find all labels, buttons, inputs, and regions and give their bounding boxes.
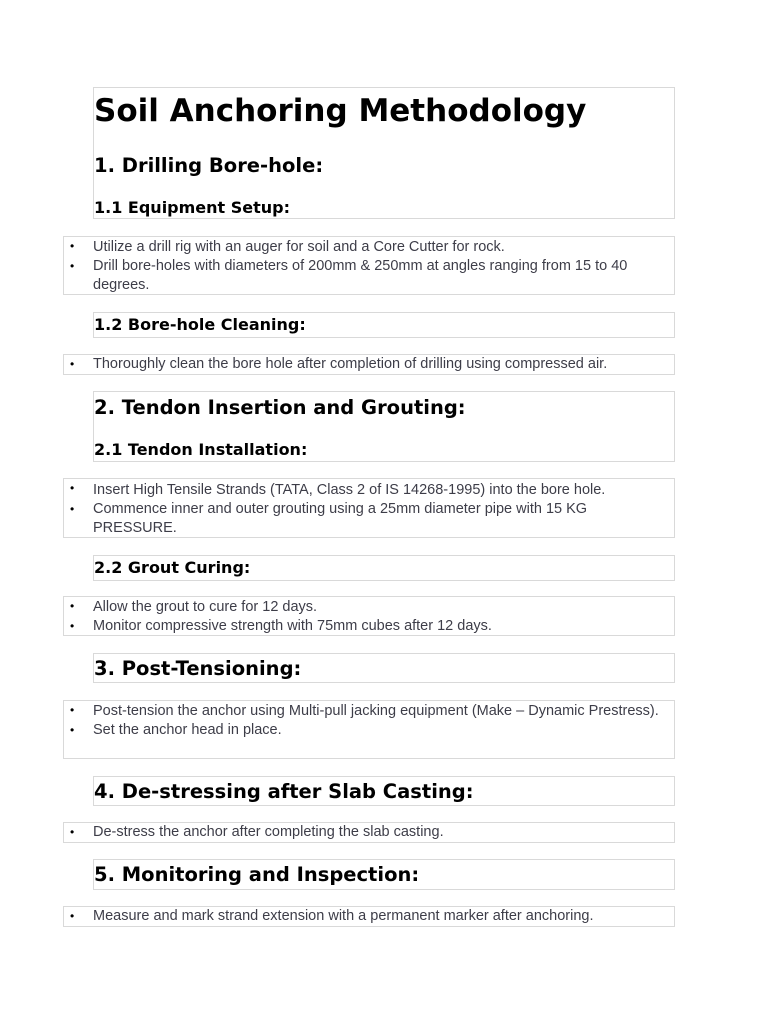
section-heading-5: 5. Monitoring and Inspection: bbox=[94, 863, 420, 886]
section-box-3 bbox=[93, 653, 675, 683]
list-item: • De-stress the anchor after completing the slab casting. bbox=[70, 824, 444, 840]
section-box-2 bbox=[93, 391, 675, 462]
section-heading-2: 2. Tendon Insertion and Grouting: bbox=[94, 396, 466, 419]
bullet-icon: • bbox=[70, 825, 75, 839]
subsection-heading-1-2: 1.2 Bore-hole Cleaning: bbox=[94, 315, 306, 334]
list-2-2 bbox=[63, 596, 675, 636]
list-item: • Measure and mark strand extension with a permanent marker after anchoring. bbox=[70, 908, 594, 924]
list-item: • Allow the grout to cure for 12 days. bbox=[70, 599, 318, 615]
bullet-icon: • bbox=[70, 502, 75, 516]
list-4 bbox=[63, 822, 675, 843]
bullet-icon: • bbox=[70, 703, 75, 717]
section-box-4 bbox=[93, 776, 675, 806]
list-1-2 bbox=[63, 354, 675, 375]
subsection-heading-1-1: 1.1 Equipment Setup: bbox=[94, 198, 291, 217]
bullet-icon: • bbox=[70, 481, 75, 495]
bullet-icon: • bbox=[70, 619, 75, 633]
bullet-icon: • bbox=[70, 599, 75, 613]
list-item: • Monitor compressive strength with 75mm cubes after 12 days. bbox=[70, 618, 492, 634]
section-heading-1: 1. Drilling Bore-hole: bbox=[94, 154, 324, 177]
section-heading-3: 3. Post-Tensioning: bbox=[94, 657, 302, 680]
section-heading-4: 4. De-stressing after Slab Casting: bbox=[94, 780, 474, 803]
section-box-5 bbox=[93, 859, 675, 890]
bullet-icon: • bbox=[70, 909, 75, 923]
subsection-box-1-2 bbox=[93, 312, 675, 338]
list-2-1 bbox=[63, 478, 675, 538]
bullet-icon: • bbox=[70, 259, 75, 273]
list-5 bbox=[63, 906, 675, 927]
subsection-heading-2-2: 2.2 Grout Curing: bbox=[94, 558, 251, 577]
page-title: Soil Anchoring Methodology bbox=[94, 93, 587, 129]
list-1-1 bbox=[63, 236, 675, 295]
list-item: • Set the anchor head in place. bbox=[70, 722, 282, 738]
header-block bbox=[93, 87, 675, 219]
list-item: • Post-tension the anchor using Multi-pull jacking equipment (Make – Dynamic Prestress). bbox=[70, 703, 659, 719]
list-item: • Thoroughly clean the bore hole after completion of drilling using compressed air. bbox=[70, 356, 608, 372]
list-item: • Insert High Tensile Strands (TATA, Class 2 of IS 14268-1995) into the bore hole. bbox=[70, 481, 606, 498]
bullet-icon: • bbox=[70, 357, 75, 371]
bullet-icon: • bbox=[70, 239, 75, 253]
list-3 bbox=[63, 700, 675, 759]
list-item: • Drill bore-holes with diameters of 200mm & 250mm at angles ranging from 15 to 40 degrees. bbox=[70, 258, 628, 293]
subsection-heading-2-1: 2.1 Tendon Installation: bbox=[94, 440, 308, 459]
bullet-icon: • bbox=[70, 723, 75, 737]
subsection-box-2-2 bbox=[93, 555, 675, 581]
list-item: • Utilize a drill rig with an auger for soil and a Core Cutter for rock. bbox=[70, 239, 505, 255]
list-item: • Commence inner and outer grouting using a 25mm diameter pipe with 15 KG PRESSURE. bbox=[70, 501, 588, 536]
